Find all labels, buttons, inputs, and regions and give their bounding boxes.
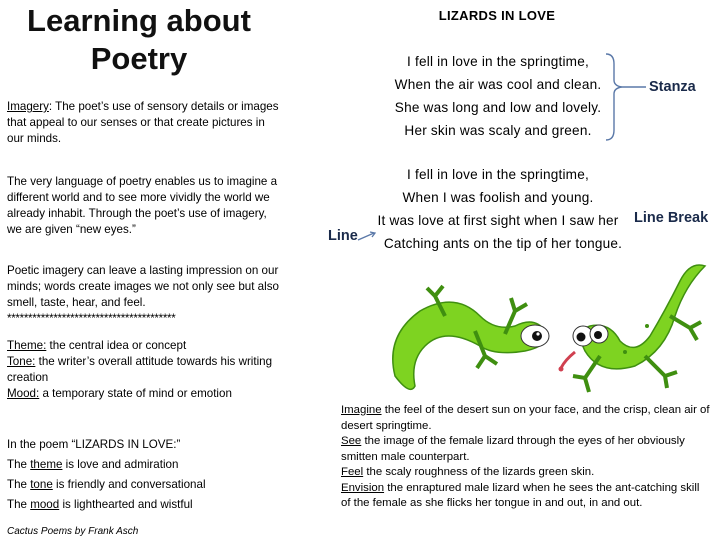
analysis-tone [7,475,282,495]
female-lizard [559,265,706,392]
tone-term: Tone: [7,355,36,368]
poem-line: When I was foolish and young. [402,190,594,205]
mood-term: Mood: [7,387,40,400]
prompt-feel [341,465,711,481]
paragraph-impression: Poetic imagery can leave a lasting impression on our minds; words create images we not only see but also smell, taste, hear, and feel. [7,264,279,309]
prompt-text: the image of the female lizard through the eyes of her obviously smitten male counterpart. [341,435,685,463]
tone-text: the writer’s overall attitude towards his writing creation [7,355,273,384]
poem-line: Catching ants on the tip of her tongue. [383,236,623,251]
tone-definition [7,354,282,386]
source-credit: Cactus Poems by Frank Asch [7,526,139,537]
analysis-theme-prefix: The [7,458,31,471]
prompt-verb: Envision [341,481,385,494]
analysis-theme-word: theme [30,458,63,471]
imagery-term: Imagery [7,100,49,113]
prompt-verb: See [341,435,362,447]
analysis-tone-suffix: is friendly and conversational [52,478,206,491]
mood-text: a temporary state of mind or emotion [39,387,232,400]
analysis-mood-suffix: is lighthearted and wistful [59,498,193,511]
line-arrow-icon [356,230,378,242]
title-line-1: Learning about [27,3,251,38]
prompt-text: the scaly roughness of the lizards green skin. [363,466,595,478]
analysis-theme-suffix: is love and admiration [62,458,179,471]
poem-line: When the air was cool and clean. [394,77,602,92]
poem-line: I fell in love in the springtime, [407,54,589,69]
stanza-2 [362,163,634,255]
analysis-tone-prefix: The [7,478,31,491]
prompt-see [341,434,711,465]
prompt-verb: Imagine [341,404,382,416]
analysis-intro: In the poem “LIZARDS IN LOVE:” [7,438,181,451]
male-lizard [393,286,549,389]
analysis-mood-word: mood [30,498,60,511]
lizards-illustration [385,256,715,406]
imagery-definition [7,99,282,147]
prompt-text: the enraptured male lizard when he sees the ant-catching skill of the female as she flicks her tongue in and out, in and out. [341,481,700,509]
stanza-1 [372,50,624,142]
prompt-verb: Feel [341,466,364,478]
poem-line: I fell in love in the springtime, [407,167,589,182]
theme-definition [7,338,282,354]
prompt-text: the feel of the desert sun on your face, and the crisp, clean air of desert springtime. [341,404,710,432]
poem-line: She was long and low and lovely. [394,100,602,115]
imagery-text: : The poet’s use of sensory details or images that appeal to our senses or that create pictures in our minds. [7,100,279,145]
analysis-tone-word: tone [30,478,53,491]
mood-definition [7,386,282,402]
poem-analysis [7,435,282,515]
line-break-label: Line Break [634,210,709,226]
analysis-mood-prefix: The [7,498,31,511]
divider-stars: **************************************** [7,312,176,325]
analysis-mood [7,495,282,515]
stanza-bracket [600,50,660,150]
line-label: Line [328,228,358,244]
prompt-envision [341,481,711,512]
poem-line: It was love at first sight when I saw her [377,213,619,228]
title-line-2: Poetry [90,41,188,76]
poem-line: Her skin was scaly and green. [404,123,592,138]
poem-title: LIZARDS IN LOVE [438,8,556,23]
paragraph-language: The very language of poetry enables us to imagine a different world and to see more vividly the world we already inhabit. Through the poet’s use of imagery, we are given “new eyes.” [7,175,278,236]
imagery-prompts [341,403,711,512]
stanza-label: Stanza [649,79,696,95]
analysis-theme [7,455,282,475]
page-title [8,2,270,78]
definitions-block [7,338,282,402]
prompt-imagine [341,403,711,434]
theme-term: Theme: [7,339,47,352]
theme-text: the central idea or concept [46,339,187,352]
